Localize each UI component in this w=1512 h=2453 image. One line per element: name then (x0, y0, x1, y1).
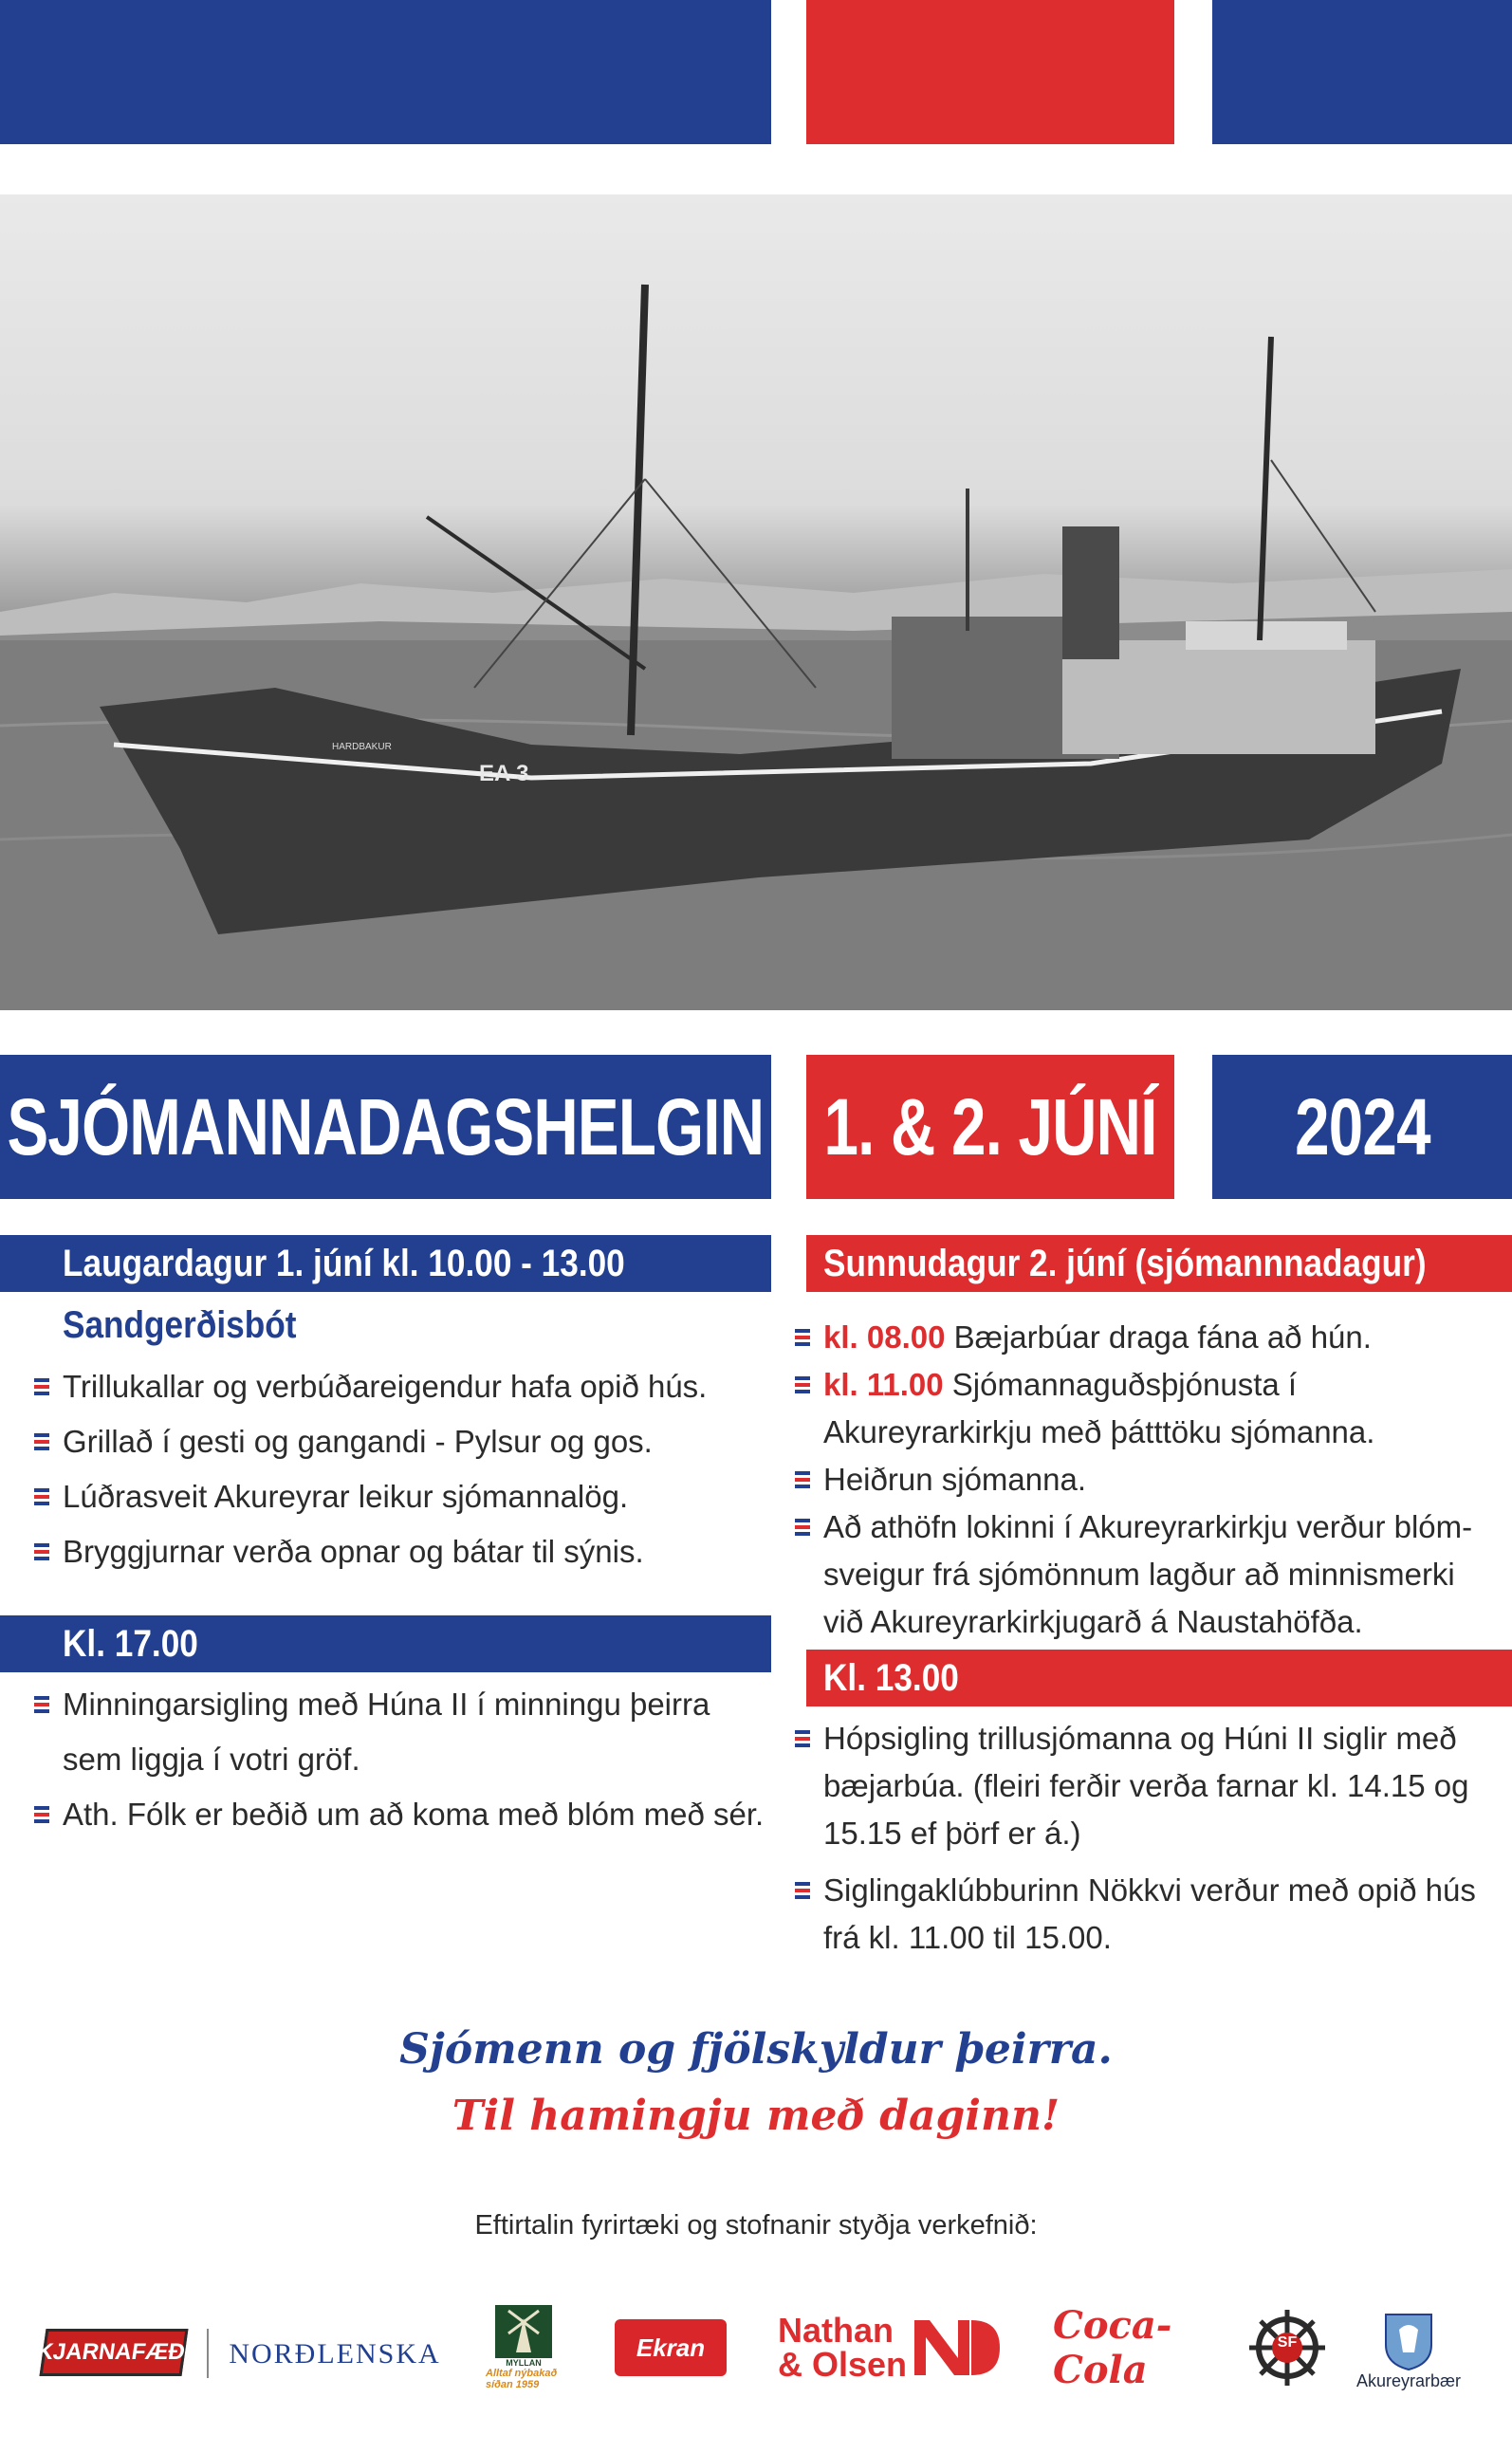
sunday-list (823, 1314, 1499, 1646)
list-item: Lúðrasveit Akureyrar leikur sjómannalög. (63, 1473, 765, 1521)
list-item: Að athöfn lokinni í Akureyrarkirkju verður blóm-sveigur frá sjómönnum lagður að minnismerki við Akureyrarkirkjugarð á Naustahöfða. (823, 1503, 1499, 1646)
title-year: 2024 (1212, 1055, 1512, 1199)
flag-bullet-icon (795, 1730, 810, 1747)
flag-bullet-icon (795, 1519, 810, 1536)
flag-bullet-icon (34, 1433, 49, 1450)
trawler-illustration (0, 194, 1512, 1010)
title-main: SJÓMANNADAGSHELGIN (0, 1055, 771, 1199)
flag-bullet-icon (34, 1488, 49, 1505)
flag-bullet-icon (34, 1696, 49, 1713)
trawler-photo (0, 194, 1512, 1010)
sf-logo: SF (1245, 2305, 1330, 2390)
boat-name: HARDBAKUR (332, 742, 392, 752)
list-item: kl. 08.00 Bæjarbúar draga fána að hún. (823, 1314, 1499, 1361)
list-item: Grillað í gesti og gangandi - Pylsur og gos. (63, 1418, 765, 1466)
list-item: Bryggjurnar verða opnar og bátar til sýnis. (63, 1528, 765, 1576)
saturday-evening-header: Kl. 17.00 (0, 1615, 771, 1672)
akureyri-crest-icon (1382, 2311, 1435, 2371)
flag-bullet-icon (795, 1471, 810, 1488)
top-bar-red-center (806, 0, 1174, 144)
slogan-line-2: Til hamingju með daginn! (452, 2092, 1060, 2140)
boat-number: EA 3 (479, 761, 529, 786)
logo-divider (207, 2329, 209, 2378)
list-item: Hópsigling trillusjómanna og Húni II siglir með bæjarbúa. (fleiri ferðir verða farnar kl. 14.15 og 15.15 ef þörf er á.) (823, 1715, 1499, 1857)
flag-bullet-icon (34, 1806, 49, 1823)
title-date: 1. & 2. JÚNÍ (806, 1055, 1174, 1199)
sunday-afternoon-list (823, 1715, 1499, 1962)
list-item: Siglingaklúbburinn Nökkvi verður með opið hús frá kl. 11.00 til 15.00. (823, 1867, 1499, 1962)
flag-bullet-icon (34, 1543, 49, 1560)
myllan-logo: MYLLAN Alltaf nýbakað síðan 1959 (486, 2305, 562, 2390)
nordlenska-logo: NORÐLENSKA (229, 2338, 441, 2370)
saturday-location: Sandgerðisbót (63, 1304, 297, 1346)
list-item: Trillukallar og verbúðareigendur hafa opið hús. (63, 1363, 765, 1411)
nathan-olsen-emblem-icon (911, 2316, 1002, 2379)
sunday-afternoon-header: Kl. 13.00 (806, 1650, 1512, 1706)
saturday-evening-list (63, 1677, 765, 1842)
slogan-line-1: Sjómenn og fjölskyldur þeirra. (399, 2025, 1113, 2074)
list-item: kl. 11.00 Sjómannaguðsþjónusta í Akureyrarkirkju með þátttöku sjómanna. (823, 1361, 1499, 1456)
coca-cola-logo: Coca-Cola (1053, 2303, 1172, 2392)
ekran-logo: Ekran (615, 2319, 727, 2376)
kjarnafaedi-logo: KJARNAFÆÐI (39, 2329, 188, 2376)
nathan-olsen-logo: Nathan & Olsen (778, 2310, 1024, 2386)
flag-bullet-icon (795, 1329, 810, 1346)
flag-bullet-icon (34, 1378, 49, 1395)
list-item: Ath. Fólk er beðið um að koma með blóm með sér. (63, 1787, 765, 1842)
flag-bullet-icon (795, 1882, 810, 1899)
flag-bullet-icon (795, 1376, 810, 1393)
saturday-header: Laugardagur 1. júní kl. 10.00 - 13.00 (0, 1235, 771, 1292)
top-bar-blue-right (1212, 0, 1512, 144)
list-item: Heiðrun sjómanna. (823, 1456, 1499, 1503)
list-item: Minningarsigling með Húna II í minningu þeirra sem liggja í votri gröf. (63, 1677, 765, 1787)
sunday-header: Sunnudagur 2. júní (sjómannnadagur) (806, 1235, 1512, 1292)
top-bar-blue-left (0, 0, 771, 144)
akureyrarbaer-logo: Akureyrarbær (1347, 2303, 1470, 2398)
sponsors-intro: Eftirtalin fyrirtæki og stofnanir styðja verkefnið: (474, 2210, 1038, 2241)
windmill-icon (495, 2305, 552, 2358)
saturday-list (63, 1363, 765, 1576)
